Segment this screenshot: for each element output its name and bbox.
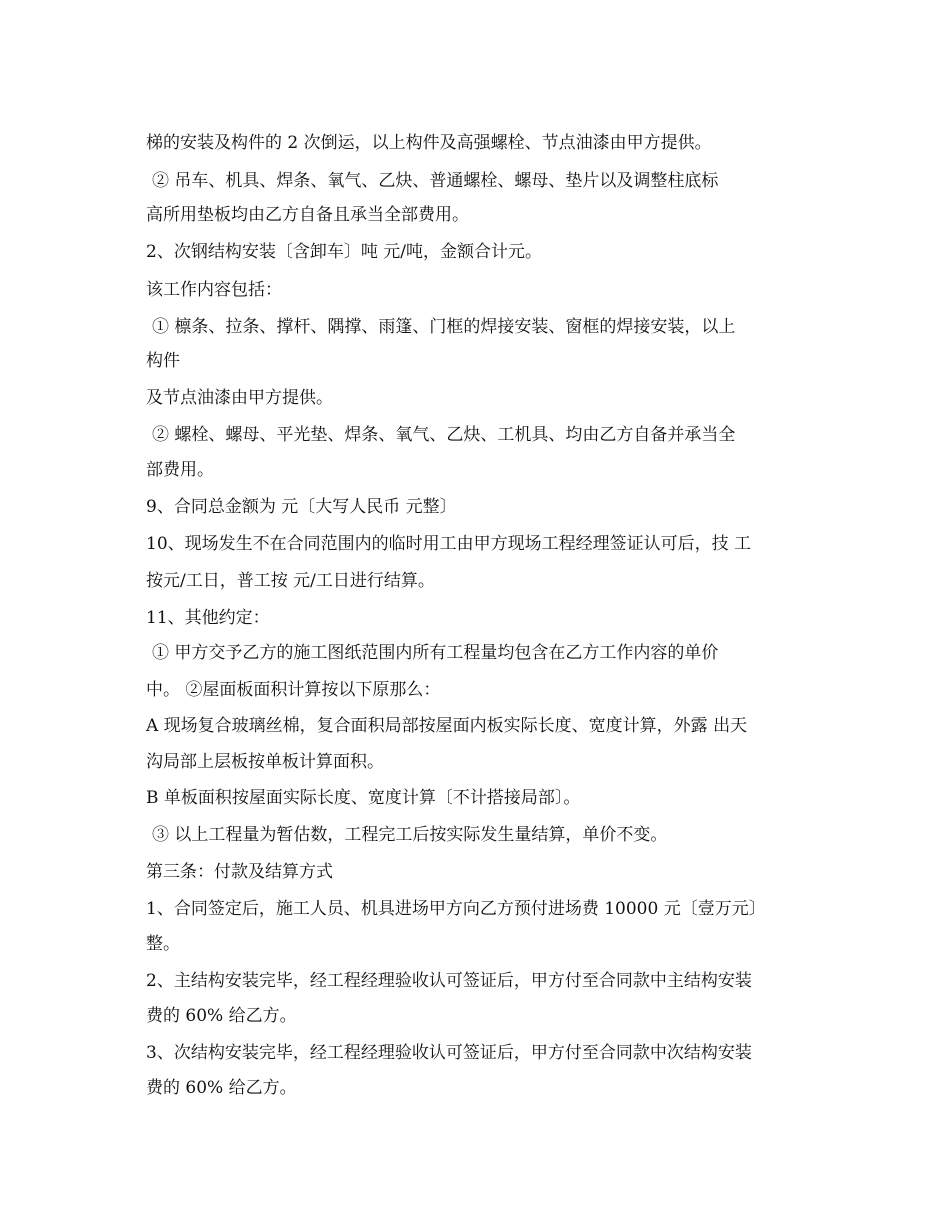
text-line: 10、现场发生不在合同范围内的临时用工由甲方现场工程经理签证认可后，技 工 [146,534,752,554]
text-line: 3、次结构安装完毕，经工程经理验收认可签证后，甲方付至合同款中次结构安装 [146,1043,752,1063]
text-line: 费的 60% 给乙方。 [146,1078,297,1098]
text-line: 梯的安装及构件的 2 次倒运，以上构件及高强螺栓、节点油漆由甲方提供。 [146,133,712,153]
text-line: ① 甲方交予乙方的施工图纸范围内所有工程量均包含在乙方工作内容的单价 [152,643,719,663]
text-line: 费的 60% 给乙方。 [146,1006,297,1026]
text-line: 部费用。 [146,460,214,480]
text-line: 整。 [146,934,180,954]
text-line: 该工作内容包括： [146,280,282,300]
text-line: B 单板面积按屋面实际长度、宽度计算〔不计搭接局部〕。 [146,788,581,808]
text-line: 及节点油漆由甲方提供。 [146,388,333,408]
text-line: 11、其他约定： [146,608,270,628]
text-line: 2、主结构安装完毕，经工程经理验收认可签证后，甲方付至合同款中主结构安装 [146,971,752,991]
text-line: 按元/工日，普工按 元/工日进行结算。 [146,571,435,591]
text-line: 第三条：付款及结算方式 [146,862,333,882]
text-line: ③ 以上工程量为暂估数，工程完工后按实际发生量结算，单价不变。 [152,825,668,845]
text-line: 1、合同签定后，施工人员、机具进场甲方向乙方预付进场费 10000 元〔壹万元〕 [146,899,766,919]
text-line: 中。 ②屋面板面积计算按以下原那么： [146,680,441,700]
text-line: ② 螺栓、螺母、平光垫、焊条、氧气、乙炔、工机具、均由乙方自备并承当全 [152,425,736,445]
text-line: 2、次钢结构安装〔含卸车〕吨 元/吨，金额合计元。 [146,242,542,262]
text-line: ② 吊车、机具、焊条、氧气、乙炔、普通螺栓、螺母、垫片以及调整柱底标 [152,171,719,191]
text-line: 9、合同总金额为 元〔大写人民币 元整〕 [146,497,457,517]
text-line: 高所用垫板均由乙方自备且承当全部费用。 [146,205,469,225]
text-line: 构件 [146,351,180,371]
text-line: 沟局部上层板按单板计算面积。 [146,752,384,772]
text-line: A 现场复合玻璃丝棉，复合面积局部按屋面内板实际长度、宽度计算，外露 出天 [146,716,748,736]
text-line: ① 檩条、拉条、撑杆、隅撑、雨篷、门框的焊接安装、窗框的焊接安装，以上 [152,317,736,337]
